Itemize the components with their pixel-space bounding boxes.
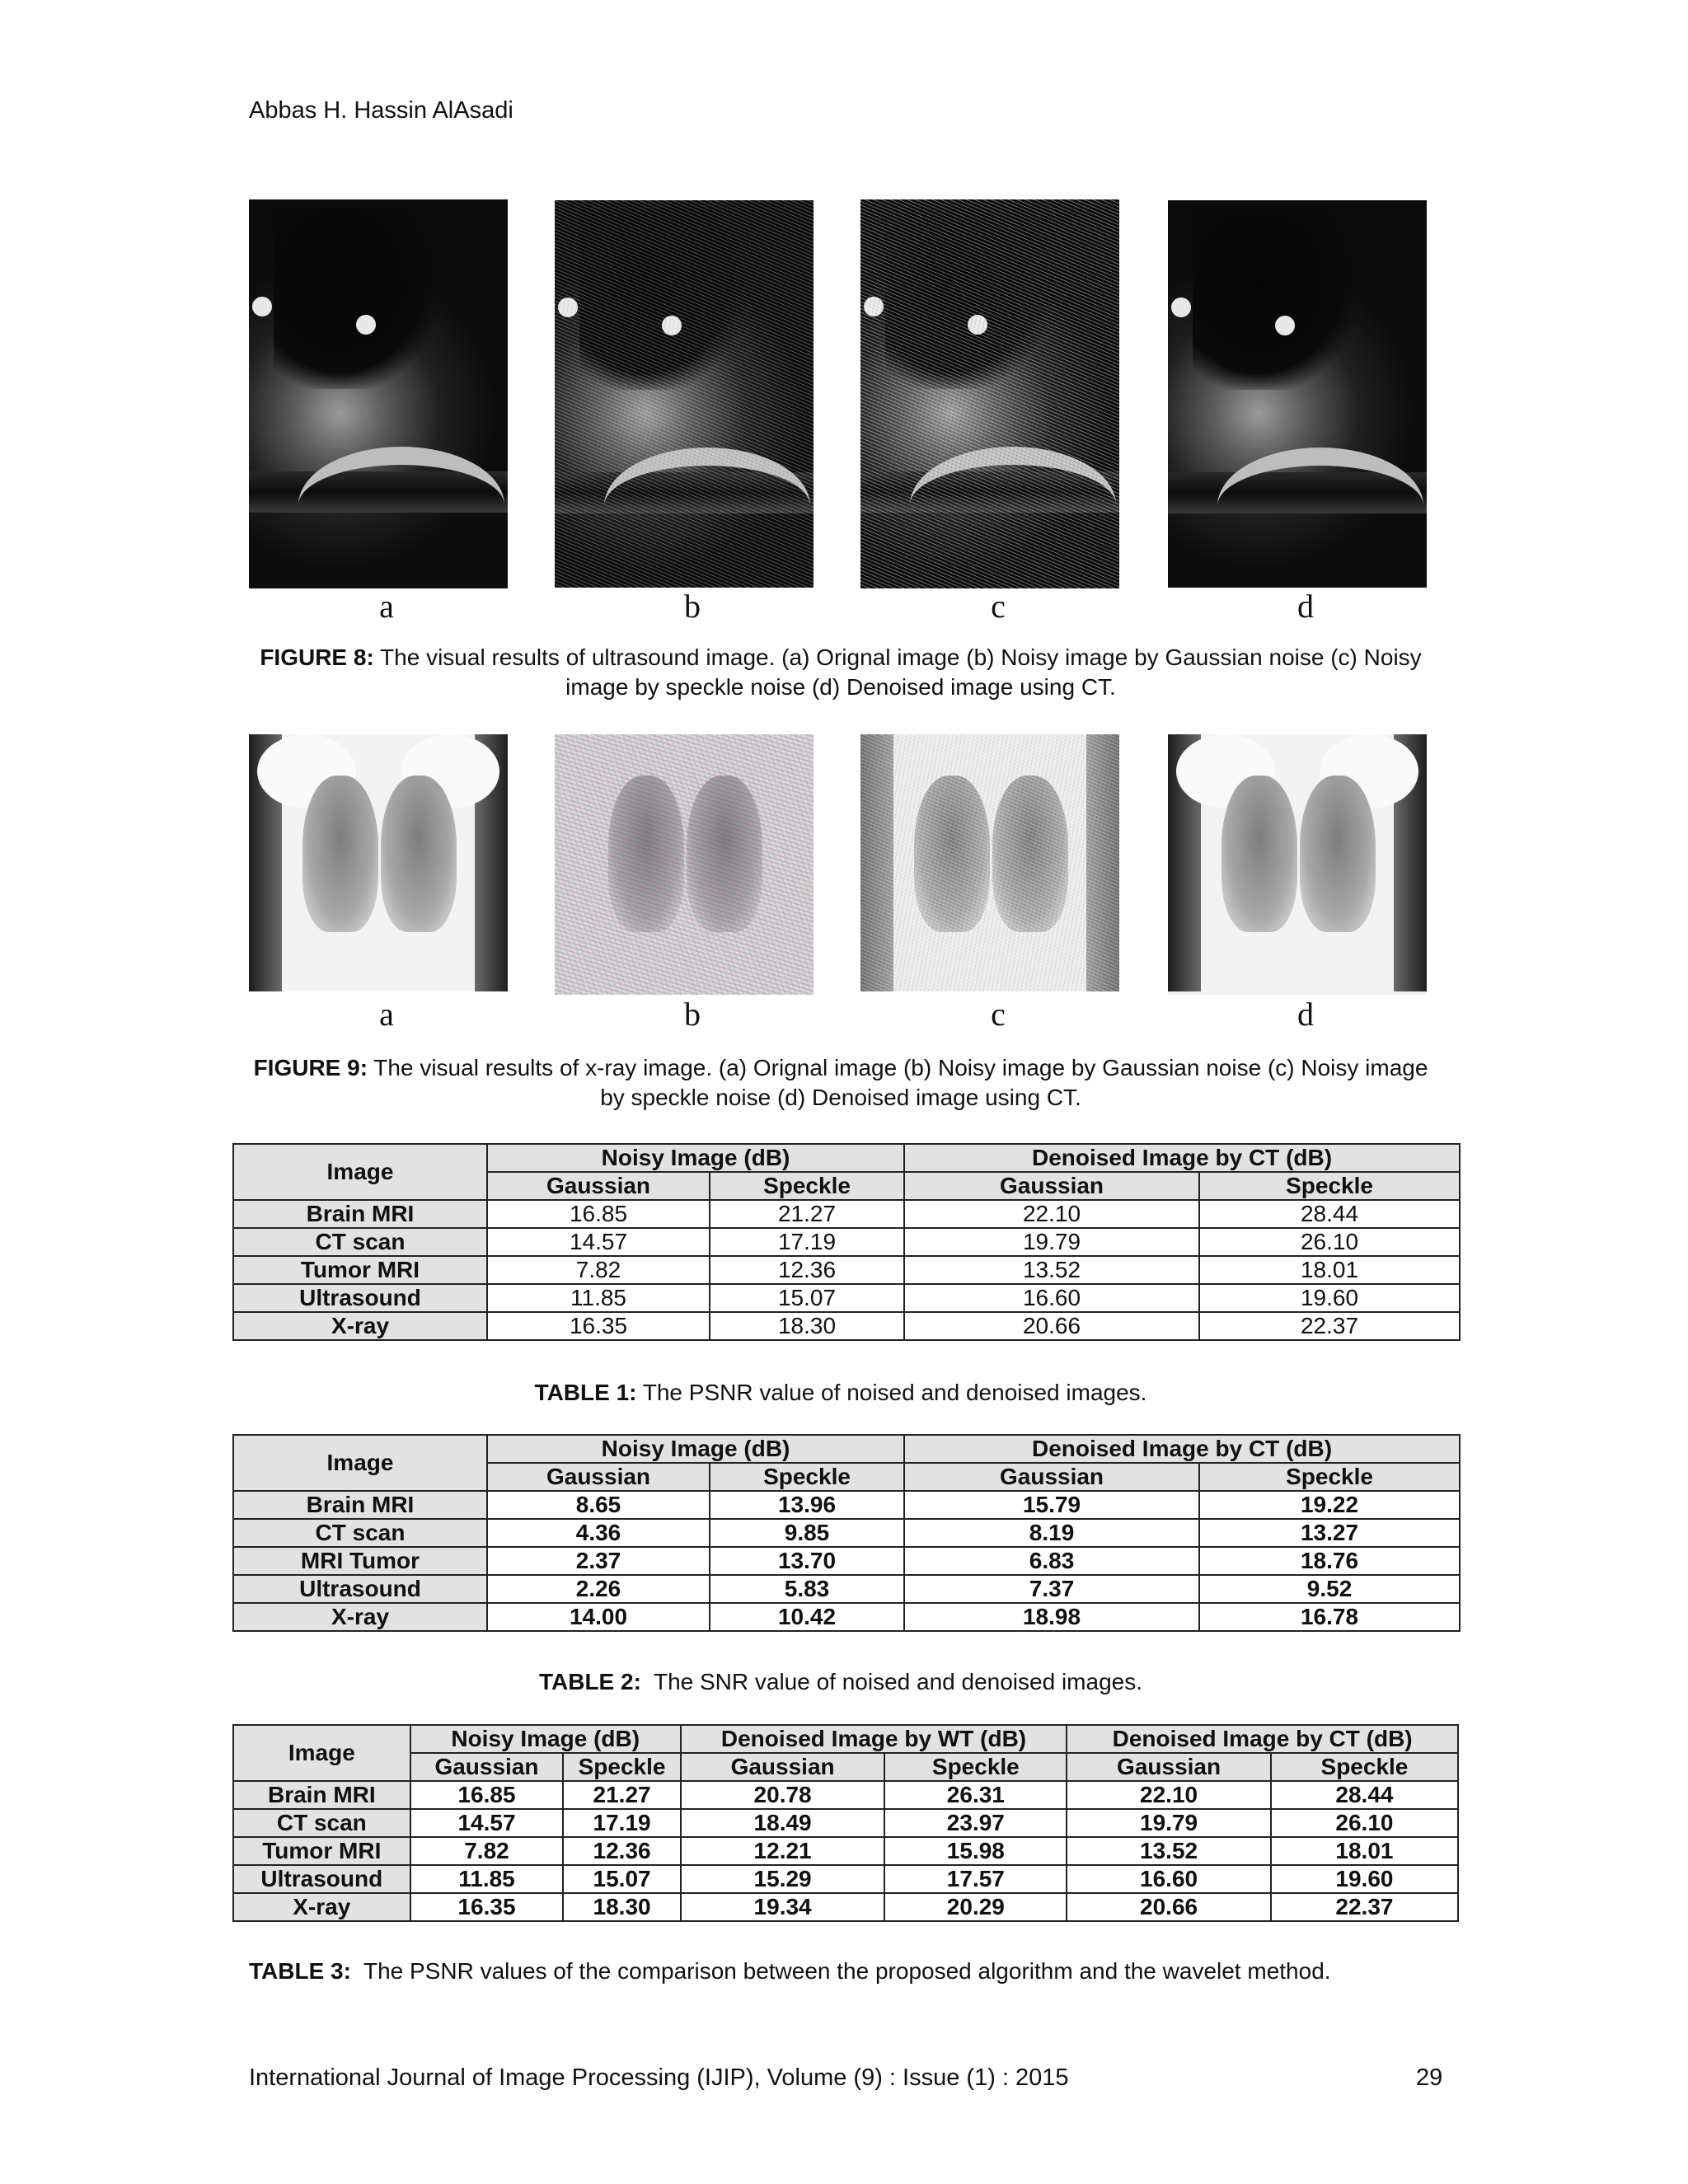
table-cell: 14.00: [487, 1603, 710, 1631]
table-1-caption: [247, 1378, 1434, 1408]
table-row: [233, 1228, 1460, 1256]
table-cell: 2.26: [487, 1575, 710, 1603]
table-cell: CT scan: [233, 1228, 487, 1256]
table-cell: 8.19: [904, 1519, 1199, 1547]
table-3-subheader-gaussian: Gaussian: [681, 1753, 885, 1781]
table-cell: X-ray: [233, 1603, 487, 1631]
table-cell: 28.44: [1271, 1781, 1458, 1809]
table-3-header-noisy: Noisy Image (dB): [410, 1725, 681, 1753]
table-1-header-denoised: Denoised Image by CT (dB): [904, 1144, 1460, 1172]
table-2-header-image: Image: [233, 1435, 487, 1491]
table-cell: 19.79: [904, 1228, 1199, 1256]
table-2-caption-text: The SNR value of noised and denoised images.: [640, 1669, 1142, 1694]
table-row: [233, 1547, 1460, 1575]
table-cell: 22.37: [1271, 1893, 1458, 1921]
table-cell: 11.85: [487, 1284, 710, 1312]
figure-8-label-a: a: [379, 588, 394, 625]
table-2-snr: [232, 1434, 1461, 1632]
table-2-caption-label: TABLE 2:: [538, 1669, 641, 1694]
table-cell: 20.29: [884, 1893, 1067, 1921]
table-2-subheader-speckle: Speckle: [1199, 1463, 1460, 1491]
table-row: [233, 1809, 1458, 1837]
table-row: [233, 1256, 1460, 1284]
table-row: [233, 1575, 1460, 1603]
table-cell: Tumor MRI: [233, 1256, 487, 1284]
table-cell: 12.36: [563, 1837, 680, 1865]
table-cell: 28.44: [1199, 1200, 1460, 1228]
table-row: [233, 1603, 1460, 1631]
table-cell: 15.29: [681, 1865, 885, 1893]
table-cell: 17.19: [563, 1809, 680, 1837]
figure-8-image-c: [860, 199, 1119, 588]
figure-9-image-a: [249, 734, 508, 991]
table-cell: 13.96: [710, 1491, 904, 1519]
running-head-author: Abbas H. Hassin AlAsadi: [249, 97, 513, 124]
table-cell: 9.52: [1199, 1575, 1460, 1603]
table-cell: 26.10: [1271, 1809, 1458, 1837]
table-cell: 20.66: [904, 1312, 1199, 1340]
page-number: 29: [1416, 2064, 1443, 2091]
table-1-subheader-gaussian: Gaussian: [904, 1172, 1199, 1200]
figure-9-caption-text: The visual results of x-ray image. (a) Orignal image (b) Noisy image by Gaussian noise (c) Noisy image by speckle noise (d) Denoised image using CT.: [368, 1055, 1428, 1110]
table-cell: 21.27: [563, 1781, 680, 1809]
figure-8-image-a: [249, 199, 508, 588]
table-cell: 7.37: [904, 1575, 1199, 1603]
table-cell: 16.35: [410, 1893, 564, 1921]
table-cell: Brain MRI: [233, 1200, 487, 1228]
table-cell: 26.31: [884, 1781, 1067, 1809]
table-3-subheader-gaussian: Gaussian: [410, 1753, 564, 1781]
figure-9-caption: [247, 1053, 1434, 1113]
table-cell: 15.98: [884, 1837, 1067, 1865]
table-3-caption: [249, 1957, 1436, 1986]
table-cell: 16.60: [904, 1284, 1199, 1312]
table-1-subheader-speckle: Speckle: [710, 1172, 904, 1200]
table-3-caption-text: The PSNR values of the comparison between the proposed algorithm and the wavelet method.: [350, 1958, 1331, 1984]
figure-8-label-b: b: [684, 588, 701, 625]
table-cell: 16.85: [487, 1200, 710, 1228]
table-cell: 19.60: [1271, 1865, 1458, 1893]
figure-9-label-a: a: [379, 996, 394, 1033]
table-row: [233, 1284, 1460, 1312]
table-cell: Ultrasound: [233, 1575, 487, 1603]
table-cell: 15.07: [563, 1865, 680, 1893]
table-cell: Ultrasound: [233, 1865, 410, 1893]
table-2-subheader-gaussian: Gaussian: [487, 1463, 710, 1491]
figure-8-label-d: d: [1297, 588, 1314, 625]
table-3-subheader-gaussian: Gaussian: [1067, 1753, 1271, 1781]
table-cell: 22.37: [1199, 1312, 1460, 1340]
table-3-subheader-speckle: Speckle: [884, 1753, 1067, 1781]
table-2-subheader-gaussian: Gaussian: [904, 1463, 1199, 1491]
table-row: [233, 1200, 1460, 1228]
figure-8-label-c: c: [991, 588, 1006, 625]
table-cell: 13.27: [1199, 1519, 1460, 1547]
table-cell: 13.52: [1067, 1837, 1271, 1865]
table-cell: 18.49: [681, 1809, 885, 1837]
table-cell: 20.66: [1067, 1893, 1271, 1921]
figure-9-caption-label: FIGURE 9:: [253, 1055, 368, 1080]
table-1-header-image: Image: [233, 1144, 487, 1200]
table-cell: 17.19: [710, 1228, 904, 1256]
table-cell: 19.60: [1199, 1284, 1460, 1312]
table-cell: 16.85: [410, 1781, 564, 1809]
table-cell: 15.79: [904, 1491, 1199, 1519]
table-cell: 14.57: [410, 1809, 564, 1837]
table-cell: 2.37: [487, 1547, 710, 1575]
table-1-subheader-gaussian: Gaussian: [487, 1172, 710, 1200]
table-cell: 11.85: [410, 1865, 564, 1893]
table-cell: 6.83: [904, 1547, 1199, 1575]
table-cell: 19.34: [681, 1893, 885, 1921]
table-cell: 9.85: [710, 1519, 904, 1547]
table-cell: 14.57: [487, 1228, 710, 1256]
table-3-header-ct: Denoised Image by CT (dB): [1067, 1725, 1458, 1753]
table-cell: 12.36: [710, 1256, 904, 1284]
figure-8-caption: [247, 643, 1434, 702]
figure-8-caption-text: The visual results of ultrasound image. (a) Orignal image (b) Noisy image by Gaussian noise (c) Noisy image by speckle noise (d) Denoised image using CT.: [373, 644, 1422, 700]
table-row: [233, 1837, 1458, 1865]
table-cell: 12.21: [681, 1837, 885, 1865]
table-cell: 5.83: [710, 1575, 904, 1603]
figure-9-image-c: [860, 734, 1119, 991]
figure-9-label-d: d: [1297, 996, 1314, 1033]
table-2-header-denoised: Denoised Image by CT (dB): [904, 1435, 1460, 1463]
table-2-subheader-speckle: Speckle: [710, 1463, 904, 1491]
table-cell: 18.76: [1199, 1547, 1460, 1575]
table-cell: 17.57: [884, 1865, 1067, 1893]
table-1-psnr: [232, 1143, 1461, 1341]
table-cell: 22.10: [904, 1200, 1199, 1228]
table-cell: 19.22: [1199, 1491, 1460, 1519]
table-cell: 21.27: [710, 1200, 904, 1228]
table-cell: MRI Tumor: [233, 1547, 487, 1575]
table-cell: 20.78: [681, 1781, 885, 1809]
table-cell: Brain MRI: [233, 1491, 487, 1519]
table-cell: 16.60: [1067, 1865, 1271, 1893]
table-3-caption-label: TABLE 3:: [249, 1958, 351, 1984]
table-row: [233, 1865, 1458, 1893]
table-cell: 7.82: [410, 1837, 564, 1865]
table-1-caption-label: TABLE 1:: [534, 1380, 637, 1405]
table-row: [233, 1781, 1458, 1809]
table-cell: 18.30: [710, 1312, 904, 1340]
table-cell: 23.97: [884, 1809, 1067, 1837]
table-2-header-noisy: Noisy Image (dB): [487, 1435, 904, 1463]
table-3-subheader-speckle: Speckle: [563, 1753, 680, 1781]
table-cell: 15.07: [710, 1284, 904, 1312]
table-cell: Ultrasound: [233, 1284, 487, 1312]
table-cell: 19.79: [1067, 1809, 1271, 1837]
figure-9-image-d: [1168, 734, 1427, 995]
figure-9-label-c: c: [991, 996, 1006, 1033]
table-cell: X-ray: [233, 1893, 410, 1921]
table-cell: 18.01: [1199, 1256, 1460, 1284]
figure-8-image-b: [555, 200, 814, 588]
table-1-subheader-speckle: Speckle: [1199, 1172, 1460, 1200]
table-cell: 16.78: [1199, 1603, 1460, 1631]
table-3-header-image: Image: [233, 1725, 410, 1781]
table-cell: 18.01: [1271, 1837, 1458, 1865]
table-cell: 7.82: [487, 1256, 710, 1284]
table-2-caption: [247, 1667, 1434, 1697]
table-cell: 16.35: [487, 1312, 710, 1340]
table-cell: 18.30: [563, 1893, 680, 1921]
table-1-header-noisy: Noisy Image (dB): [487, 1144, 904, 1172]
table-cell: 26.10: [1199, 1228, 1460, 1256]
table-cell: 22.10: [1067, 1781, 1271, 1809]
table-cell: 8.65: [487, 1491, 710, 1519]
table-3-subheader-speckle: Speckle: [1271, 1753, 1458, 1781]
table-cell: CT scan: [233, 1809, 410, 1837]
figure-9-image-b: [555, 734, 814, 995]
table-cell: 13.52: [904, 1256, 1199, 1284]
footer-journal: International Journal of Image Processing (IJIP), Volume (9) : Issue (1) : 2015: [249, 2064, 1069, 2091]
table-cell: 13.70: [710, 1547, 904, 1575]
table-cell: X-ray: [233, 1312, 487, 1340]
table-row: [233, 1491, 1460, 1519]
table-cell: 10.42: [710, 1603, 904, 1631]
table-cell: Brain MRI: [233, 1781, 410, 1809]
figure-8-caption-label: FIGURE 8:: [260, 644, 374, 670]
figure-8-image-d: [1168, 200, 1427, 588]
table-row: [233, 1893, 1458, 1921]
table-1-caption-text: The PSNR value of noised and denoised images.: [636, 1380, 1147, 1405]
table-row: [233, 1519, 1460, 1547]
table-row: [233, 1312, 1460, 1340]
table-cell: Tumor MRI: [233, 1837, 410, 1865]
table-cell: 4.36: [487, 1519, 710, 1547]
table-cell: CT scan: [233, 1519, 487, 1547]
table-3-header-wt: Denoised Image by WT (dB): [681, 1725, 1067, 1753]
figure-9-label-b: b: [684, 996, 701, 1033]
table-cell: 18.98: [904, 1603, 1199, 1631]
table-3-psnr-comparison: [232, 1724, 1459, 1922]
